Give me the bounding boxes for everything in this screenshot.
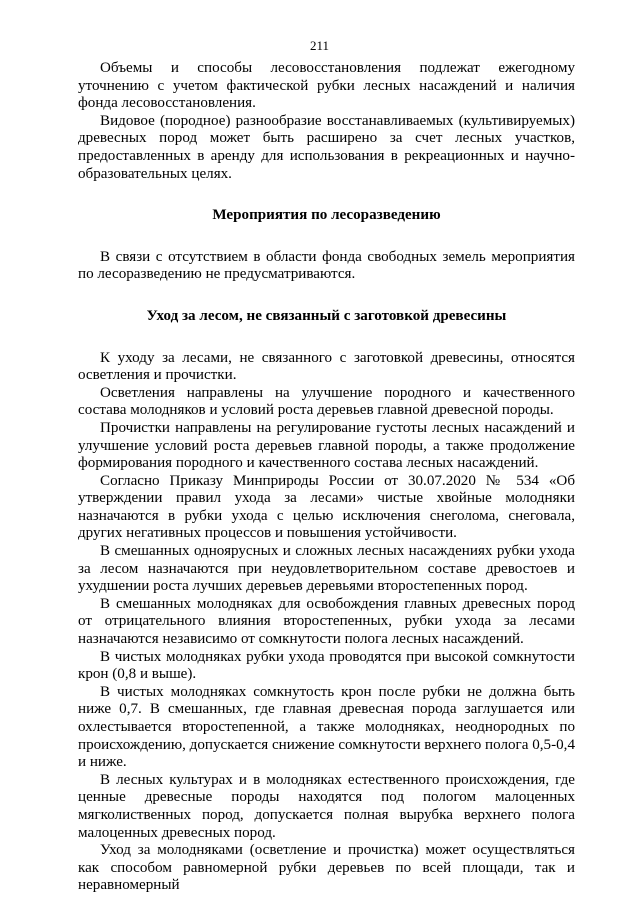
paragraph: Уход за молодняками (осветление и прочистка) может осуществляться как способом равномерной рубки деревьев по всей площади, так и неравномерный xyxy=(78,842,575,894)
paragraph: Прочистки направлены на регулирование густоты лесных насаждений и улучшение условий роста деревьев главной породы, а также продолжение формирования породного и качественного состава лесных насаждений. xyxy=(78,419,575,472)
paragraph: Согласно Приказу Минприроды России от 30.07.2020 № 534 «Об утверждении правил ухода за лесами» чистые хвойные молодняки назначаются в рубки ухода с целью исключения снеголома, снеговала, других негативных процессов и повышения устойчивости. xyxy=(78,472,575,542)
paragraph: Видовое (породное) разнообразие восстанавливаемых (культивируемых) древесных пород может быть расширено за счет лесных участков, предоставленных в аренду для использования в рекреационных и научно-образовательных целях. xyxy=(78,112,575,182)
page-content xyxy=(78,60,575,895)
section-heading-forest-care: Уход за лесом, не связанный с заготовкой древесины xyxy=(146,307,507,324)
paragraph: В чистых молодняках рубки ухода проводятся при высокой сомкнутости крон (0,8 и выше). xyxy=(78,648,575,683)
paragraph: Осветления направлены на улучшение породного и качественного состава молодняков и условий роста деревьев главной древесной породы. xyxy=(78,384,575,419)
paragraph: В лесных культурах и в молодняках естественного происхождения, где ценные древесные породы находятся под пологом малоценных мягколиственных пород, допускается полная вырубка верхнего полога малоценных древесных пород. xyxy=(78,771,575,841)
paragraph: В смешанных молодняках для освобождения главных древесных пород от отрицательного влияния второстепенных, рубки ухода за лесами назначаются независимо от сомкнутости полога лесных насаждений. xyxy=(78,595,575,648)
page-number: 211 xyxy=(309,38,330,53)
paragraph: В чистых молодняках сомкнутость крон после рубки не должна быть ниже 0,7. В смешанных, где главная древесная порода заглушается или охлестывается второстепенной, а также молодняках, неоднородных по происхождению, допускается снижение сомкнутости верхнего полога 0,5-0,4 и ниже. xyxy=(78,683,575,771)
section-heading-afforestation: Мероприятия по лесоразведению xyxy=(212,207,441,224)
paragraph: Объемы и способы лесовосстановления подлежат ежегодному уточнению с учетом фактической рубки лесных насаждений и наличия фонда лесовосстановления. xyxy=(78,60,575,112)
paragraph: К уходу за лесами, не связанного с заготовкой древесины, относятся осветления и прочистки. xyxy=(78,349,575,384)
paragraph: В связи с отсутствием в области фонда свободных земель мероприятия по лесоразведению не предусматриваются. xyxy=(78,248,575,283)
paragraph: В смешанных одноярусных и сложных лесных насаждениях рубки ухода за лесом назначаются при неудовлетворительном составе древостоев и ухудшении роста лучших деревьев деревьями второстепенных пород. xyxy=(78,543,575,595)
